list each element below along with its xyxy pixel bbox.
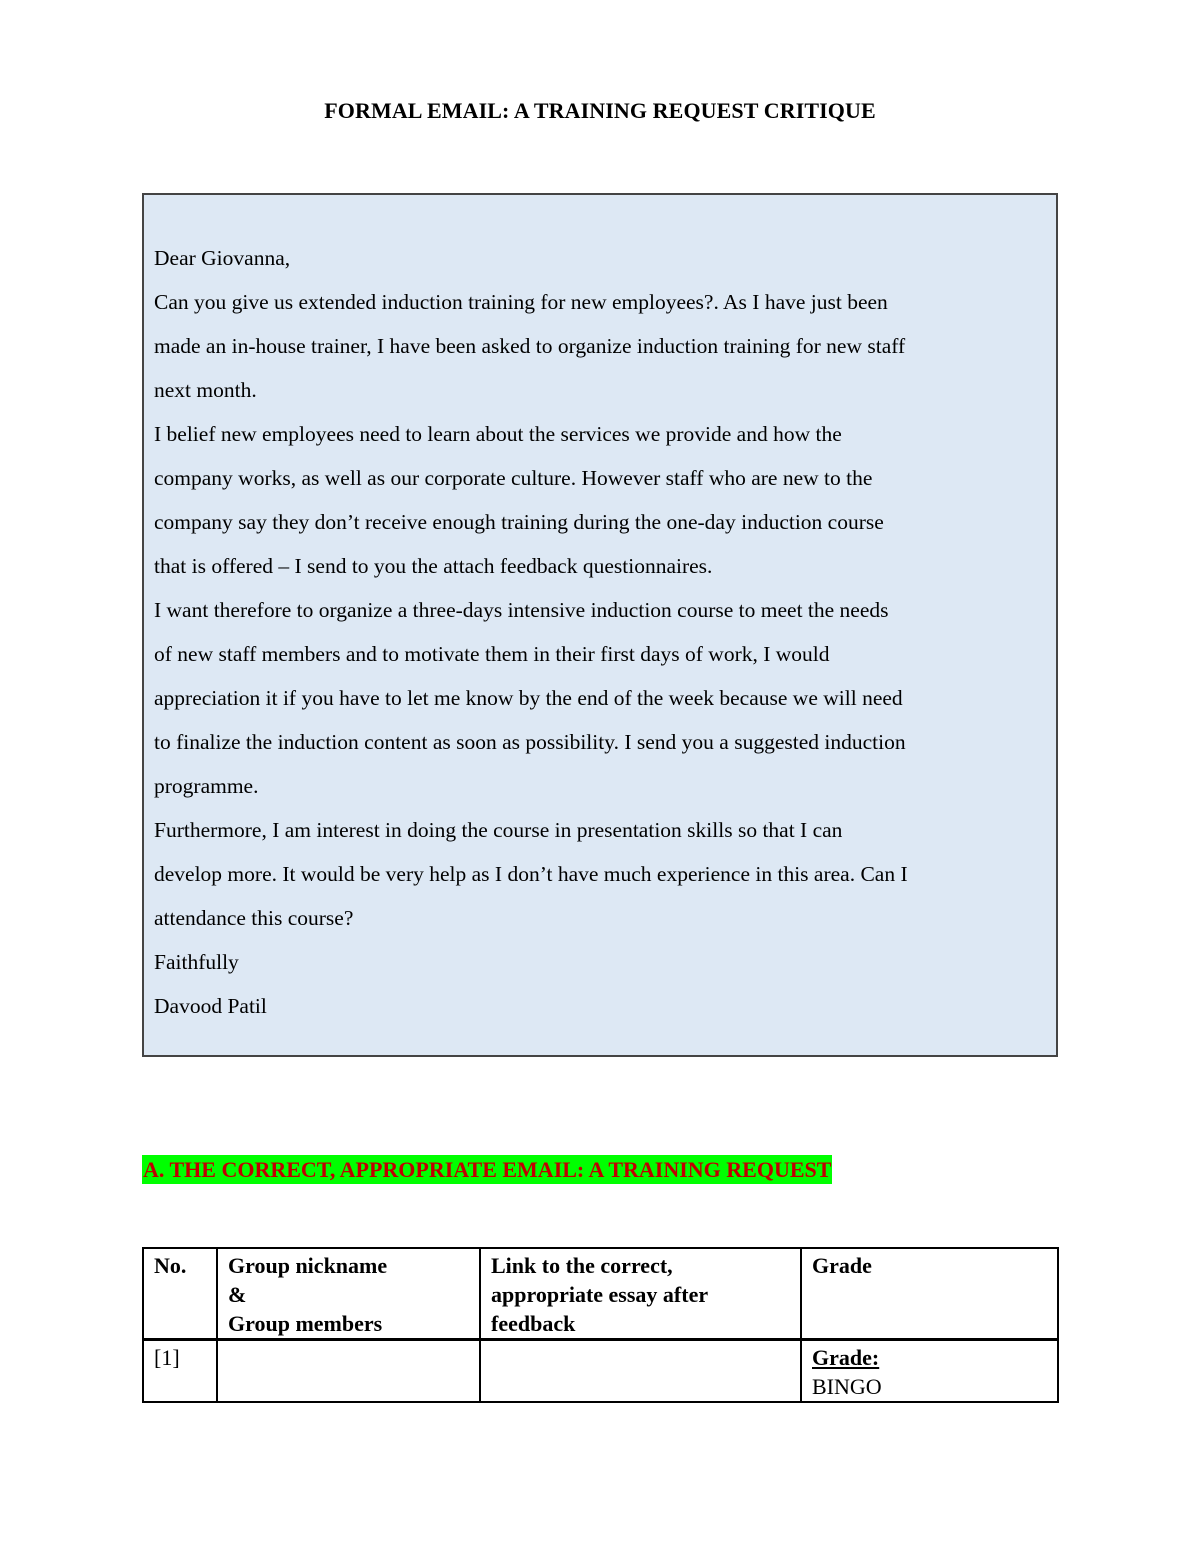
header-link-line: Link to the correct, [491, 1253, 673, 1278]
email-line: of new staff members and to motivate them in their first days of work, I would [154, 642, 830, 666]
grade-label: Grade: [812, 1345, 880, 1370]
email-line: I want therefore to organize a three-days intensive induction course to meet the needs [154, 598, 889, 622]
email-line: I belief new employees need to learn about the services we provide and how the [154, 422, 842, 446]
email-line: next month. [154, 378, 257, 402]
email-line: to finalize the induction content as soon as possibility. I send you a suggested induction [154, 730, 906, 754]
email-closing: Faithfully [154, 950, 239, 974]
email-signature: Davood Patil [154, 994, 267, 1018]
email-body-box [142, 193, 1058, 1057]
email-line: develop more. It would be very help as I don’t have much experience in this area. Can I [154, 862, 908, 886]
cell-link[interactable] [480, 1340, 801, 1403]
email-line: appreciation it if you have to let me know by the end of the week because we will need [154, 686, 903, 710]
email-line: company say they don’t receive enough training during the one-day induction course [154, 510, 884, 534]
header-group-line: Group nickname [228, 1253, 388, 1278]
header-no: No. [143, 1248, 217, 1340]
header-link [480, 1248, 801, 1340]
email-line: programme. [154, 774, 259, 798]
grading-table [142, 1247, 1059, 1403]
header-link-line: feedback [491, 1311, 576, 1336]
cell-grade [801, 1340, 1058, 1403]
email-line: company works, as well as our corporate culture. However staff who are new to the [154, 466, 873, 490]
header-group [217, 1248, 480, 1340]
email-line: made an in-house trainer, I have been asked to organize induction training for new staff [154, 334, 906, 358]
email-line: that is offered – I send to you the attach feedback questionnaires. [154, 554, 713, 578]
grade-value: BINGO [812, 1374, 882, 1399]
email-line: attendance this course? [154, 906, 354, 930]
header-link-line: appropriate essay after [491, 1282, 709, 1307]
table-header-row [143, 1248, 1058, 1340]
document-title: FORMAL EMAIL: A TRAINING REQUEST CRITIQUE [324, 98, 876, 123]
header-group-line: & [228, 1282, 247, 1307]
section-a-heading: A. THE CORRECT, APPROPRIATE EMAIL: A TRAINING REQUEST [143, 1157, 832, 1182]
cell-group[interactable] [217, 1340, 480, 1403]
email-greeting: Dear Giovanna, [154, 246, 291, 270]
header-group-line: Group members [228, 1311, 383, 1336]
email-line: Can you give us extended induction training for new employees?. As I have just been [154, 290, 888, 314]
email-line: Furthermore, I am interest in doing the course in presentation skills so that I can [154, 818, 843, 842]
table-row [143, 1340, 1058, 1403]
header-grade: Grade [801, 1248, 1058, 1340]
cell-no: [1] [143, 1340, 217, 1403]
